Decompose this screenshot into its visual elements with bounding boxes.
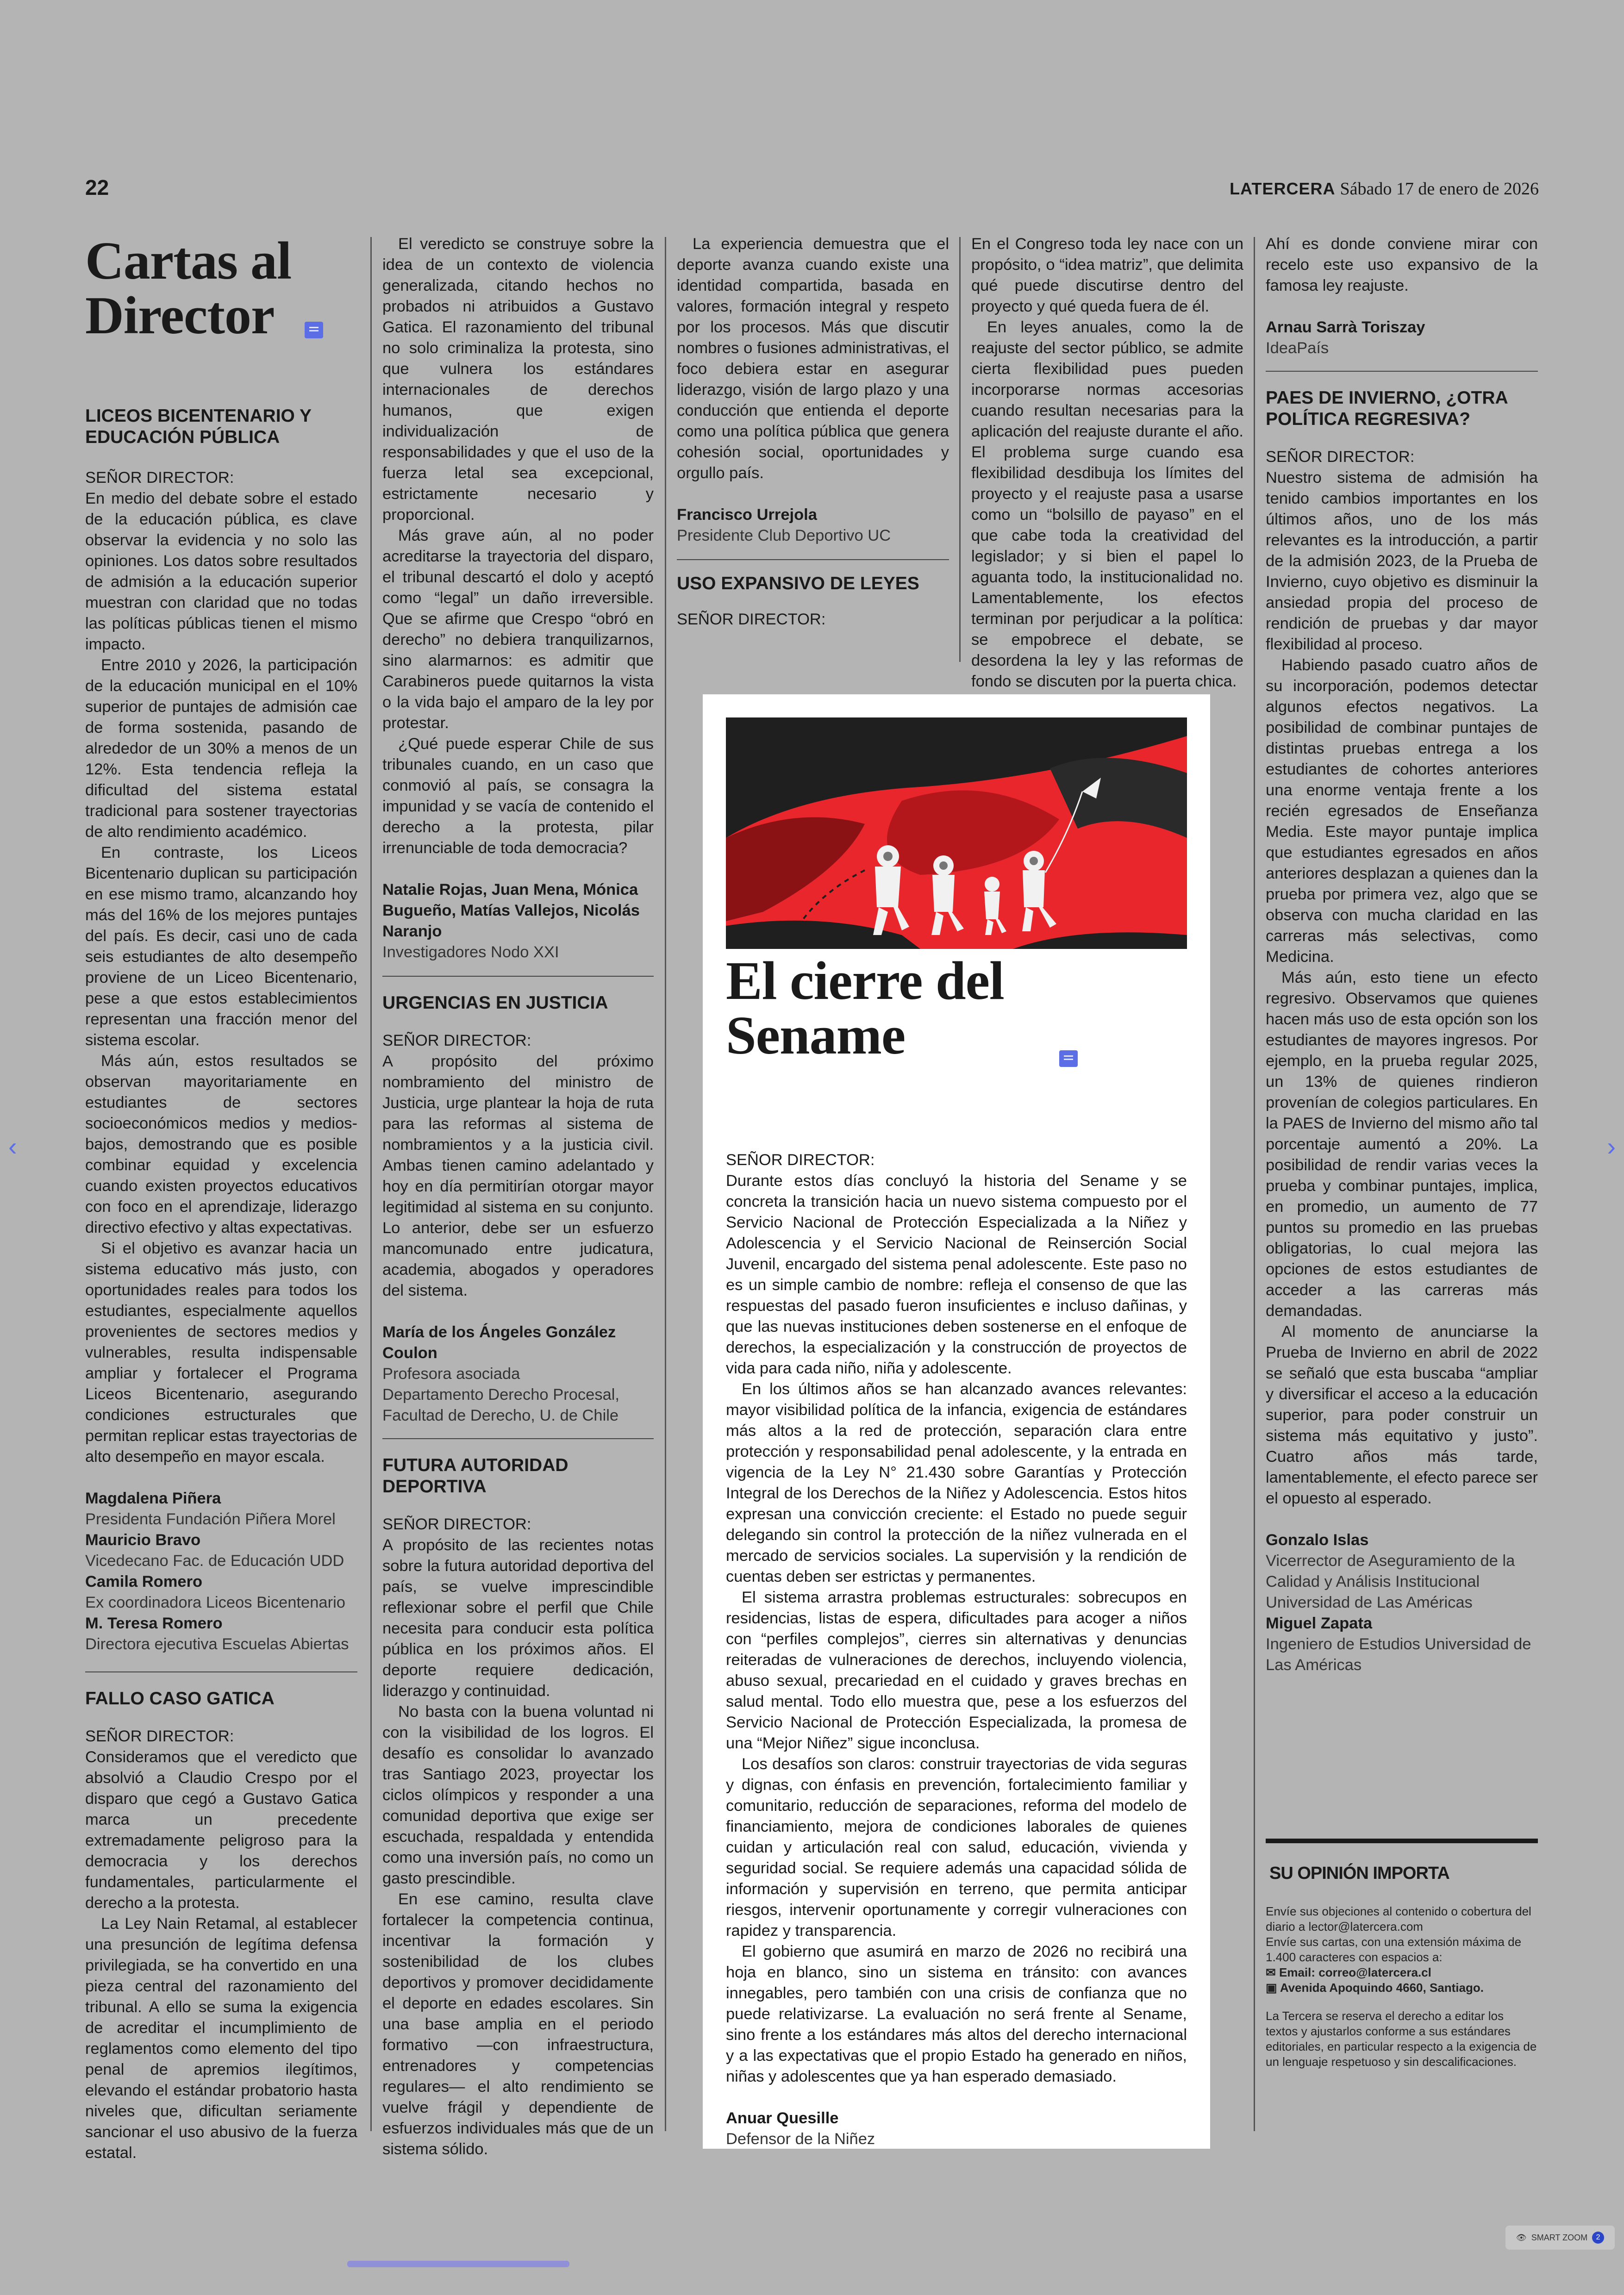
masthead — [1230, 179, 1539, 199]
prev-page-arrow[interactable]: ‹ — [8, 1132, 17, 1161]
letter-paragraph: Consideramos que el veredicto que absolvió a Claudio Crespo por el disparo que cegó a Gustavo Gatica marca un precedente extremadamente peligroso para la democracia y los derechos fundamentales, particularmente el derecho a la protesta. — [85, 1748, 357, 1912]
section-title: Cartas al Director — [85, 234, 357, 343]
featured-title: El cierre del Sename — [726, 954, 1187, 1117]
smart-zoom-count: 2 — [1592, 2232, 1604, 2244]
letter-paragraph: En los últimos años se han alcanzado avances relevantes: mayor visibilidad política de la infancia, exigencia de estándares más altos a la red de protección, separación clara entre protección y responsabilidad penal adolescente, y la entrada en vigencia de la Ley N° 21.430 sobre Garantías y Protección Integral de los Derechos de la Niñez y Adolescencia. Estos hitos expresan una convicción creciente: el Estado no puede seguir delegando sin control la protección de la niñez vulnerada en el mercado de servicios sociales. La supervisión y la rendición de cuentas deben ser estrictas y permanentes. — [726, 1380, 1187, 1585]
column-4 — [971, 234, 1243, 692]
letter-title-paes: PAES DE INVIERNO, ¿OTRA POLÍTICA REGRESIVA? — [1266, 388, 1508, 429]
letter-signature: Gonzalo Islas Vicerrector de Aseguramiento de la Calidad y Análisis Institucional Universidad de Las Américas — [1266, 1531, 1515, 1611]
opinion-box — [1266, 1839, 1538, 2070]
letter-paragraph: En medio del debate sobre el estado de la educación pública, es clave observar la evidencia y no solo las opiniones. Los datos sobre resultados de admisión a la educación superior muestran con claridad que no todas las políticas públicas tienen el mismo impacto. — [85, 490, 357, 653]
letter-paragraph: A propósito del próximo nombramiento del ministro de Justicia, urge plantear la hoja de ruta para las reformas al sistema de nombramientos y a la justicia civil. Ambas tienen camino adelantado y hoy en día permitirían otorgar mayor legitimidad al sistema en su conjunto. Lo anterior, debe ser un esfuerzo mancomunado entre judicatura, academia, abogados y operadores del sistema. — [382, 1053, 654, 1299]
letter-paragraph: El veredicto se construye sobre la idea de un contexto de violencia generalizada, citando hechos no probados ni atribuidos a Gustavo Gatica. El razonamiento del tribunal no solo criminaliza la protesta, sino que vulnera los estándares internacionales de derechos humanos, que exigen individualización de responsabilidades y que el uso de la fuerza letal sea excepcional, estrictamente necesario y proporcional. — [382, 235, 654, 524]
letter-paragraph: ¿Qué puede esperar Chile de sus tribunales cuando, en un caso que conmovió al país, se consagra la impunidad y se vacía de contenido el derecho a la protesta, pilar irrenunciable de toda democracia? — [382, 735, 654, 857]
letter-greeting: SEÑOR DIRECTOR: — [726, 1151, 875, 1169]
scroll-progress-bar[interactable] — [347, 2261, 569, 2267]
letter-greeting: SEÑOR DIRECTOR: — [382, 1032, 531, 1049]
letter-greeting: SEÑOR DIRECTOR: — [382, 1515, 531, 1533]
next-page-arrow[interactable]: › — [1607, 1132, 1616, 1161]
letter-paragraph: La experiencia demuestra que el deporte avanza cuando existe una identidad compartida, basada en valores, formación integral y respeto por los procesos. Más que discutir nombres o fusiones administrativas, el foco debiera estar en asegurar liderazgo, visión de largo plazo y una conducción que entienda el deporte como una política pública que genera cohesión social, oportunidades y orgullo país. — [677, 235, 949, 482]
smart-zoom-button[interactable]: 👁 SMART ZOOM 2 — [1505, 2226, 1615, 2250]
opinion-contact: Envíe sus objeciones al contenido o cobertura del diario a lector@latercera.com Envíe sus cartas, con una extensión máxima de 1.400 caracteres con espacios a: ✉ Email: correo@latercera.cl ▣ Avenida Apoquindo 4660, Santiago. La Tercera se reserva el derecho a editar los textos y ajustarlos conforme a sus estándares editoriales, en particular respecto a la exigencia de un lenguaje respetuoso y sin descalificaciones. — [1266, 1904, 1538, 2070]
mail-icon: ✉ — [1266, 1965, 1280, 1979]
column-rule — [1254, 237, 1255, 2131]
letter-paragraph: En ese camino, resulta clave fortalecer la competencia continua, incentivar la formación y sostenibilidad de los clubes deportivos y promover decididamente el deporte en edades escolares. Sin una base amplia en el periodo formativo —con infraestructura, entrenadores y competencias regulares— el alto rendimiento se vuelve frágil y dependiente de esfuerzos individuales más que de un sistema sólido. — [382, 1890, 654, 2158]
signers: Magdalena Piñera Presidenta Fundación Piñera Morel Mauricio Bravo Vicedecano Fac. de Educación UDD Camila Romero Ex coordinadora Liceos Bicentenario M. Teresa Romero Directora ejecutiva Escuelas Abiertas — [85, 1490, 349, 1653]
letter-paragraph: No basta con la buena voluntad ni con la visibilidad de los logros. El desafío es consolidar lo avanzado tras Santiago 2023, proyectar los ciclos olímpicos y responder a una comunidad deportiva que exige ser escuchada, respaldada y entendida como una inversión país, no como un gasto prescindible. — [382, 1703, 654, 1887]
letter-paragraph: Ahí es donde conviene mirar con recelo este uso expansivo de la famosa ley reajuste. — [1266, 235, 1538, 294]
letter-paragraph: Los desafíos son claros: construir trayectorias de vida seguras y dignas, con énfasis en prevención, fortalecimiento familiar y comunitario, reducción de separaciones, reforma del modelo de financiamiento, mejora de condiciones laborales de quienes cuidan y articulación real con salud, educación, vivienda y seguridad social. Se requiere además una capacidad sólida de información y supervisión en terreno, que permita anticipar riesgos, intervenir oportunamente y corregir vulneraciones con rapidez y transparencia. — [726, 1755, 1187, 1940]
letter-paragraph: Al momento de anunciarse la Prueba de Invierno en abril de 2022 se señaló que esta buscaba “ampliar y diversificar el acceso a la educación superior, para poder construir un sistema más equitativo y justo”. Cuatro años más tarde, lamentablemente, el efecto parece ser el opuesto al esperado. — [1266, 1323, 1538, 1507]
letter-greeting: SEÑOR DIRECTOR: — [85, 1727, 234, 1745]
brand-name: LATERCERA — [1230, 179, 1336, 198]
featured-letter — [726, 950, 1187, 2150]
letter-paragraph: Más grave aún, al no poder acreditarse la trayectoria del disparo, el tribunal descartó el dolo y aceptó como “legal” un daño irreversible. Que se afirme que Crespo “obró en derecho” no debiera tranquilizarnos, sino alarmarnos: es admitir que Carabineros puede quitarnos la vista o la vida bajo el amparo de la ley por protestar. — [382, 527, 654, 732]
letter-greeting: SEÑOR DIRECTOR: — [85, 469, 234, 486]
letter-paragraph: En leyes anuales, como la de reajuste del sector público, se admite cierta flexibilidad pues pueden incorporarse normas accesorias cuando resultan necesarias para la aplicación del reajuste durante el año. El problema surge cuando esa flexibilidad desdibuja los límites del proyecto y el reajuste pasa a usarse como un “bolsillo de payaso” en el que cabe toda la creatividad del legislador; y si bien el papel lo aguanta todo, la institucionalidad no. Lamentablemente, los efectos terminan por perjudicar a la política: se empobrece el debate, se desordena la ley y las reformas de fondo se discuten por la puerta chica. — [971, 318, 1243, 690]
letter-signature: María de los Ángeles González Coulon Profesora asociada Departamento Derecho Procesal, Facultad de Derecho, U. de Chile — [382, 1323, 620, 1424]
column-rule — [370, 237, 372, 2131]
opinion-title: SU OPINIÓN IMPORTA — [1269, 1864, 1449, 1883]
letter-title-gatica: FALLO CASO GATICA — [85, 1689, 275, 1709]
letter-title-deporte: FUTURA AUTORIDAD DEPORTIVA — [382, 1455, 568, 1497]
letter-paragraph: En contraste, los Liceos Bicentenario duplican su participación en ese mismo tramo, alcanzando hoy más del 16% de los mejores puntajes del país. Es decir, casi uno de cada seis estudiantes de alto desempeño proviene de un Liceo Bicentenario, pese a que estos establecimientos representan una fracción menor del sistema escolar. — [85, 844, 357, 1049]
letter-paragraph: El sistema arrastra problemas estructurales: sobrecupos en residencias, listas de espera, dificultades para acoger a niños con “perfiles complejos”, cierres sin alternativas y denuncias reiteradas de vulneraciones de derechos, incluyendo violencia, abuso sexual, precariedad en el cuidado y graves brechas en salud mental. Todo ello muestra que, pese a los esfuerzos del Servicio Nacional de Protección Especializada, la promesa de una “Mejor Niñez” sigue inconclusa. — [726, 1589, 1187, 1752]
letter-signature: Miguel Zapata Ingeniero de Estudios Universidad de Las Américas — [1266, 1615, 1531, 1674]
eye-icon: 👁 — [1516, 2233, 1527, 2242]
letter-title-leyes: USO EXPANSIVO DE LEYES — [677, 574, 919, 593]
letter-paragraph: Si el objetivo es avanzar hacia un sistema educativo más justo, con oportunidades reales para todos los estudiantes, especialmente aquellos provenientes de sectores medios y vulnerables, resulta indispensable ampliar y fortalecer el Programa Liceos Bicentenario, asegurando condiciones estructurales que permitan replicar estas trayectorias de alto desempeño en mayor escala. — [85, 1240, 357, 1466]
opinion-note: La Tercera se reserva el derecho a editar los textos y ajustarlos conforme a sus estándares editoriales, en particular respecto a la exigencia de un lenguaje respetuoso y sin descalificaciones. — [1266, 2009, 1537, 2069]
letter-greeting: SEÑOR DIRECTOR: — [1266, 448, 1415, 466]
page-number: 22 — [85, 175, 109, 200]
column-3 — [677, 234, 949, 630]
letter-paragraph: A propósito de las recientes notas sobre la futura autoridad deportiva del país, se vuelve imprescindible reflexionar sobre el perfil que Chile necesita para conducir esta política pública en los próximos años. El deporte requiere dedicación, liderazgo y continuidad. — [382, 1536, 654, 1700]
column-1 — [85, 231, 357, 2164]
letter-paragraph: Más aún, esto tiene un efecto regresivo. Observamos que quienes hacen más uso de esta opción son los estudiantes de mayores ingresos. Por ejemplo, en la prueba regular 2025, un 13% de quienes rindieron provenían de colegios particulares. En la PAES de Invierno del mismo año tal porcentaje aumentó a 20%. La posibilidad de rendir varias veces la prueba y combinar puntajes, implica, en promedio, un aumento de 77 puntos su promedio en las pruebas obligatorias, lo cual mejora las opciones de estos estudiantes de acceder a las carreras más demandadas. — [1266, 969, 1538, 1320]
letter-paragraph: La Ley Nain Retamal, al establecer una presunción de legítima defensa privilegiada, se ha convertido en una pieza central del razonamiento del tribunal. A ello se suma la exigencia de acreditar el incumplimiento de reglamentos como elemento del tipo penal de apremios ilegítimos, elevando el estándar probatorio hasta niveles que, dificultan seriamente sancionar el uso abusivo de la fuerza estatal. — [85, 1915, 357, 2162]
letter-title-liceos: LICEOS BICENTENARIO Y EDUCACIÓN PÚBLICA — [85, 406, 312, 447]
letter-paragraph: Más aún, estos resultados se observan mayoritariamente en estudiantes de sectores socioeconómicos medios y medios-bajos, demostrando que es posible combinar equidad y excelencia cuando existen proyectos educativos con foco en el aprendizaje, liderazgo directivo efectivo y altas expectativas. — [85, 1052, 357, 1236]
address-icon: ▣ — [1266, 1981, 1280, 1995]
letter-signature: Anuar Quesille Defensor de la Niñez — [726, 2109, 875, 2148]
letter-paragraph: Durante estos días concluyó la historia del Sename y se concreta la transición hacia un nuevo sistema compuesto por el Servicio Nacional de Protección Especializada a la Niñez y Adolescencia y el Servicio Nacional de Reinserción Social Juvenil, encargado del sistema penal adolescente. Este paso no es un simple cambio de nombre: refleja el consenso de que las respuestas del pasado fueron insuficientes e incluso dañinas, y que las nuevas instituciones deben sostenerse en el enfoque de derechos, la especialización y la construcción de proyectos de vida para cada niño, niña y adolescente. — [726, 1172, 1187, 1377]
opinion-email[interactable]: Email: correo@latercera.cl — [1279, 1965, 1431, 1979]
column-rule — [665, 237, 666, 2131]
issue-date: Sábado 17 de enero de 2026 — [1340, 179, 1539, 199]
letter-signature: Francisco Urrejola Presidente Club Deportivo UC — [677, 506, 891, 544]
letter-paragraph: Habiendo pasado cuatro años de su incorporación, podemos detectar algunos efectos negativos. La posibilidad de combinar puntajes de distintas pruebas entrega a los estudiantes de cohortes anteriores una enorme ventaja frente a los recién egresados de Enseñanza Media. Este mayor puntaje implica que estudiantes egresados en años anteriores desplazan a quienes dan la prueba por primera vez, algo que se observa con mucha claridad en las carreras más selectivas, como Medicina. — [1266, 656, 1538, 966]
letter-paragraph: Entre 2010 y 2026, la participación de la educación municipal en el 10% superior de puntajes de admisión cae de forma sostenida, pasando de alrededor de un 30% a menos de un 12%. Esta tendencia refleja la dificultad del sistema estatal tradicional para sostener trayectorias de alto rendimiento académico. — [85, 656, 357, 841]
letter-signature: Arnau Sarrà Toriszay IdeaPaís — [1266, 318, 1425, 357]
letter-signature: Natalie Rojas, Juan Mena, Mónica Bugueño, Matías Vallejos, Nicolás Naranjo Investigadores Nodo XXI — [382, 881, 640, 961]
letter-paragraph: En el Congreso toda ley nace con un propósito, o “idea matriz”, que delimita qué puede discutirse dentro del proyecto y qué queda fuera de él. — [971, 235, 1243, 315]
letter-paragraph: El gobierno que asumirá en marzo de 2026 no recibirá una hoja en blanco, sino un sistema en tránsito: con avances innegables, pero también con una crisis de confianza que no puede relativizarse. La evaluación no será frente al Sename, sino frente a los estándares más altos del derecho internacional y a las expectativas que el propio Estado ha generado en niños, niñas y adolescentes que ya han esperado demasiado. — [726, 1943, 1187, 2085]
illustration-children-running — [726, 717, 1187, 949]
comment-icon[interactable] — [1059, 1050, 1078, 1067]
column-5 — [1266, 234, 1538, 1676]
letter-greeting: SEÑOR DIRECTOR: — [677, 611, 826, 628]
letter-title-urgencias: URGENCIAS EN JUSTICIA — [382, 993, 608, 1013]
comment-icon[interactable] — [305, 322, 323, 338]
featured-letter-card — [703, 694, 1210, 2149]
letter-paragraph: Nuestro sistema de admisión ha tenido cambios importantes en los últimos años, uno de los más relevantes es la introducción, a partir de la admisión 2023, de la Prueba de Invierno, cuyo objetivo es disminuir la ansiedad propia del proceso de rendición de pruebas y dar mayor flexibilidad al proceso. — [1266, 469, 1538, 653]
column-2 — [382, 234, 654, 2160]
column-rule — [959, 237, 961, 662]
